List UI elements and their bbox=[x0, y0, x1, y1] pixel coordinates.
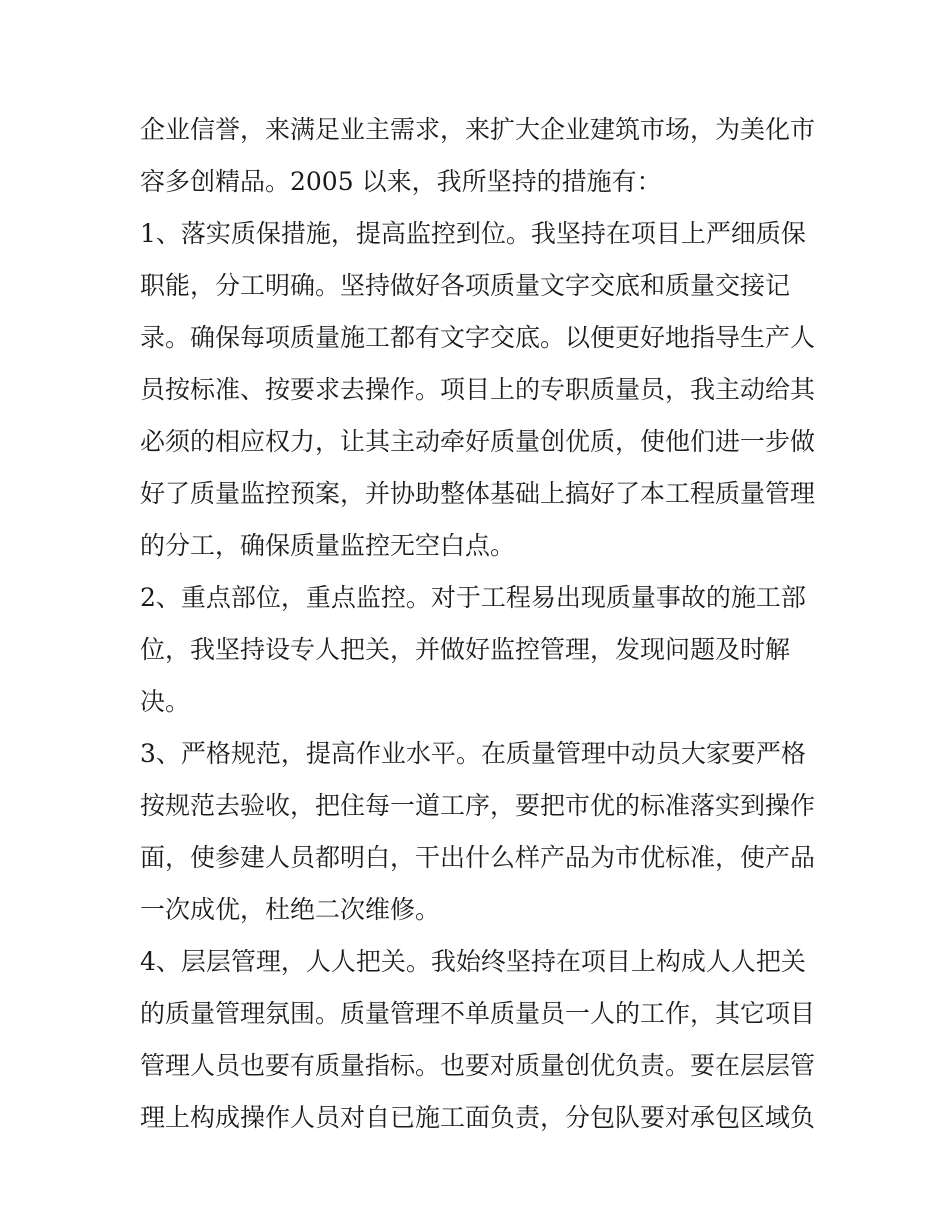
text-line: 的质量管理氛围。质量管理不单质量员一人的工作，其它项目 bbox=[140, 999, 816, 1028]
text-line: 1、落实质保措施，提高监控到位。我坚持在项目上严细质保 bbox=[140, 219, 806, 248]
text-line: 的分工，确保质量监控无空白点。 bbox=[140, 531, 516, 560]
text-line: 3、严格规范，提高作业水平。在质量管理中动员大家要严格 bbox=[140, 739, 806, 768]
text-line: 容多创精品。2005 以来，我所坚持的措施有： bbox=[140, 167, 662, 196]
text-line: 理上构成操作人员对自已施工面负责，分包队要对承包区域负 bbox=[140, 1103, 816, 1132]
document-body bbox=[140, 104, 820, 1144]
text-line: 企业信誉，来满足业主需求，来扩大企业建筑市场，为美化市 bbox=[140, 115, 816, 144]
text-line: 必须的相应权力，让其主动牵好质量创优质，使他们进一步做 bbox=[140, 427, 816, 456]
text-line: 一次成优，杜绝二次维修。 bbox=[140, 895, 441, 924]
text-line: 职能，分工明确。坚持做好各项质量文字交底和质量交接记 bbox=[140, 271, 791, 300]
text-line: 位，我坚持设专人把关，并做好监控管理，发现问题及时解 bbox=[140, 635, 791, 664]
text-line: 面，使参建人员都明白，干出什么样产品为市优标准，使产品 bbox=[140, 843, 816, 872]
text-line: 管理人员也要有质量指标。也要对质量创优负责。要在层层管 bbox=[140, 1051, 816, 1080]
text-line: 2、重点部位，重点监控。对于工程易出现质量事故的施工部 bbox=[140, 583, 806, 612]
text-line: 决。 bbox=[140, 687, 191, 716]
text-line: 4、层层管理，人人把关。我始终坚持在项目上构成人人把关 bbox=[140, 947, 806, 976]
text-line: 员按标准、按要求去操作。项目上的专职质量员，我主动给其 bbox=[140, 375, 816, 404]
text-line: 按规范去验收，把住每一道工序，要把市优的标准落实到操作 bbox=[140, 791, 816, 820]
text-line: 好了质量监控预案，并协助整体基础上搞好了本工程质量管理 bbox=[140, 479, 816, 508]
text-line: 录。确保每项质量施工都有文字交底。以便更好地指导生产人 bbox=[140, 323, 816, 352]
